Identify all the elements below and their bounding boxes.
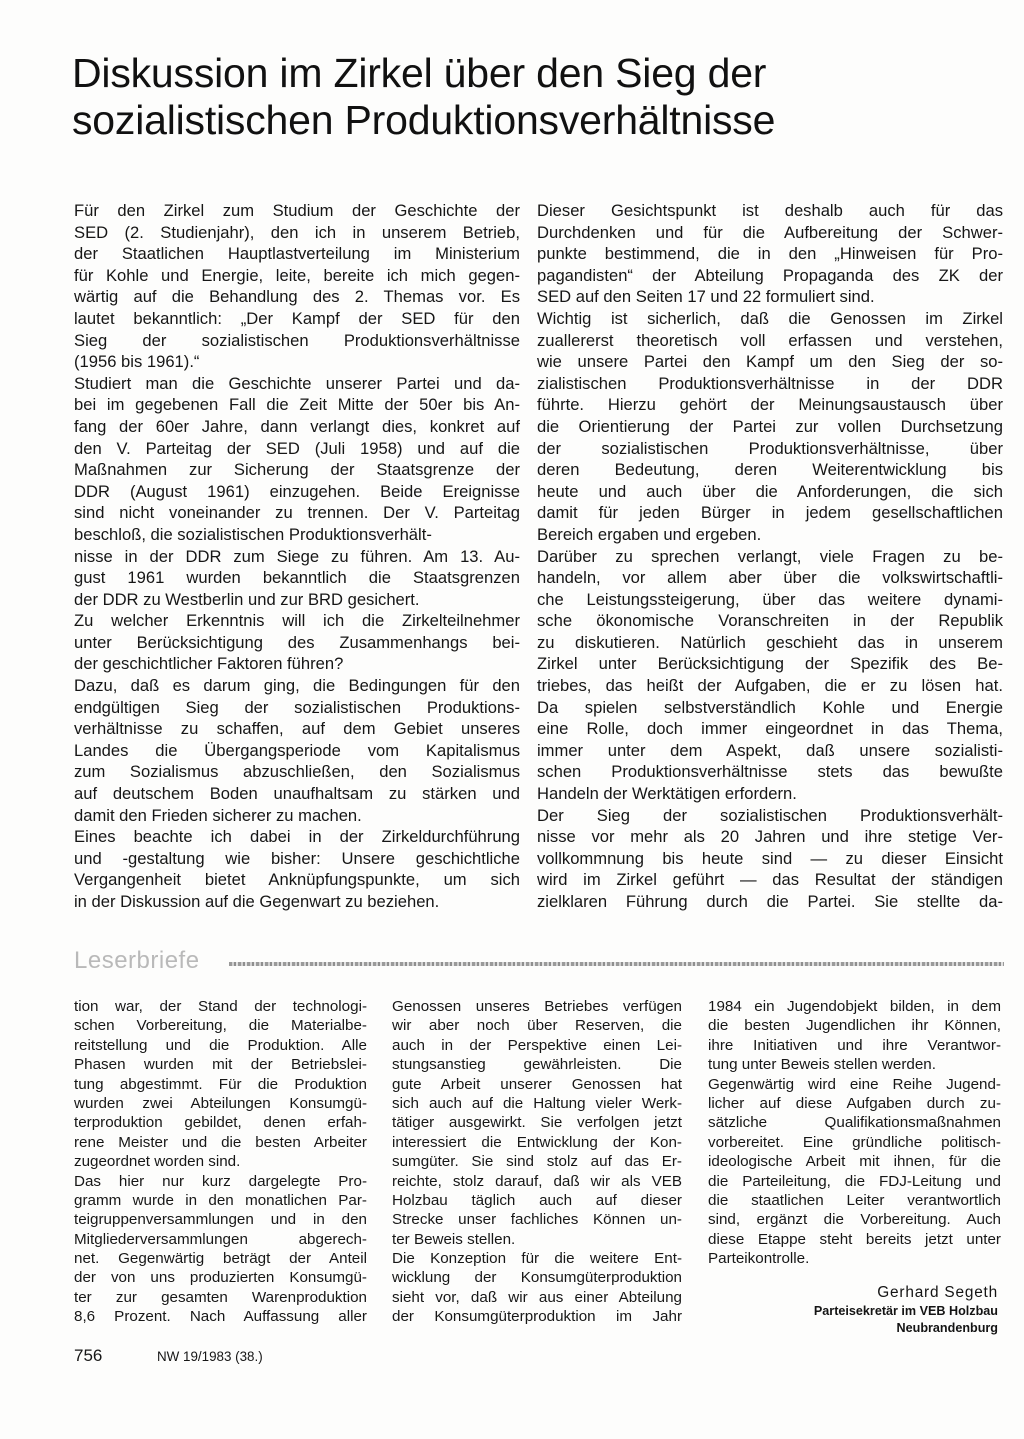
article-text-line: Studiert man die Geschichte unserer Partei und da- — [74, 373, 520, 393]
letter-text-line: Die Konzeption für die weitere Ent- — [392, 1250, 682, 1268]
letter-column-3 — [708, 997, 1001, 1268]
letter-text-line: der Konsumgüterproduktion im Jahr — [392, 1308, 682, 1326]
letter-text-line: tätiger ausgewirkt. Sie verfolgen jetzt — [392, 1114, 682, 1132]
letter-text-line: sieht vor, daß wir aus einer Abteilung — [392, 1288, 682, 1306]
article-text-line: zuallererst theoretisch voll erfassen und verstehen, — [537, 330, 1003, 350]
article-text-line: gust 1961 wurden bekanntlich die Staatsgrenzen — [74, 568, 520, 588]
article-text-line: die Orientierung der Partei zur vollen Durchsetzung — [537, 416, 1003, 436]
article-text-line: vollkommnung bis heute sind — zu dieser Einsicht — [537, 848, 1003, 868]
article-text-line: (1956 bis 1961).“ — [74, 352, 200, 372]
article-text-line: endgültigen Sieg der sozialistischen Produktions- — [74, 697, 520, 717]
article-column-left — [74, 200, 520, 913]
letter-text-line: tung unter Beweis stellen werden. — [708, 1056, 936, 1074]
article-text-line: Sieg der sozialistischen Produktionsverhältnisse — [74, 330, 520, 350]
author-role: Parteisekretär im VEB Holzbau — [813, 1304, 998, 1318]
article-text-line: pagandisten“ der Abteilung Propaganda des ZK der — [537, 265, 1003, 285]
article-text-line: in der Diskussion auf die Gegenwart zu beziehen. — [74, 892, 440, 911]
article-text-line: sind nicht voneinander zu trennen. Der V. Parteitag — [74, 503, 520, 523]
article-text-line: Vergangenheit bietet Anknüpfungspunkte, um sich — [74, 870, 520, 890]
letter-text-line: gute Arbeit unserer Genossen hat — [392, 1075, 682, 1093]
article-text-line: Zu welcher Erkenntnis will ich die Zirkelteilnehmer — [74, 611, 520, 631]
article-text-line: eine Rolle, doch immer eingeordnet in das Thema, — [537, 719, 1003, 739]
letter-text-line: sich auch auf die Haltung vieler Werk- — [392, 1094, 682, 1112]
article-text-line: punkte bestimmend, die in den „Hinweisen für Pro- — [537, 244, 1003, 264]
letter-text-line: sind, ergänzt die Vorbereitung. Auch — [708, 1211, 1001, 1229]
article-text-line: Dazu, daß es darum ging, die Bedingungen für den — [74, 676, 520, 696]
letter-text-line: vorbereitet. Eine gründliche politisch- — [708, 1133, 1001, 1151]
letter-text-line: Parteikontrolle. — [708, 1250, 810, 1268]
article-title-line: Diskussion im Zirkel über den Sieg der — [72, 50, 767, 96]
letter-text-line: reitstellung und die Produktion. Alle — [74, 1036, 367, 1054]
article-text-line: Da spielen selbstverständlich Kohle und Energie — [537, 697, 1003, 717]
letter-text-line: sumgüter. Sie sind stolz auf das Er- — [392, 1153, 682, 1171]
letter-text-line: schen Vorbereitung, die Materialbe- — [74, 1017, 367, 1035]
article-text-line: Bereich ergaben und ergeben. — [537, 524, 762, 544]
article-text-line: immer unter dem Aspekt, daß unsere sozialisti- — [537, 740, 1003, 760]
letter-text-line: wicklung der Konsumgüterproduktion — [392, 1269, 682, 1287]
article-text-line: fang der 60er Jahre, dann verlangt dies, konkret auf — [74, 416, 520, 436]
article-text-line: deren Bedeutung, deren Weiterentwicklung bis — [537, 460, 1003, 480]
article-text-line: für Kohle und Energie, leite, bereite ich mich gegen- — [74, 265, 520, 285]
letter-text-line: ter zur gesamten Warenproduktion — [74, 1288, 367, 1306]
article-text-line: SED (2. Studienjahr), den ich in unserem Betrieb, — [74, 222, 520, 242]
letter-text-line: tion war, der Stand der technologi- — [74, 998, 367, 1015]
letter-text-line: Holzbau täglich auch auf dieser — [392, 1191, 682, 1209]
article-text-line: der geschichtlicher Faktoren führen? — [74, 654, 344, 674]
article-text-line: che Leistungssteigerung, über das weitere dynami- — [537, 589, 1003, 609]
article-text-line: Eines beachte ich dabei in der Zirkeldurchführung — [74, 827, 520, 847]
article-text-line: zu diskutieren. Natürlich geschieht das in unserem — [537, 632, 1003, 652]
letter-signature — [708, 1283, 998, 1337]
article-text-line: führte. Hierzu gehört der Meinungsaustausch über — [537, 395, 1003, 415]
letter-text-line: Gegenwärtig wird eine Reihe Jugend- — [708, 1075, 1001, 1093]
section-header-leserbriefe — [74, 946, 1004, 976]
article-text-line: Wichtig ist sicherlich, daß die Genossen im Zirkel — [537, 308, 1003, 328]
letter-text-line: der von uns produzierten Konsumgü- — [74, 1269, 367, 1287]
article-text-line: Dieser Gesichtspunkt ist deshalb auch für das — [537, 201, 1003, 220]
article-text-line: lautet bekanntlich: „Der Kampf der SED für den — [74, 308, 520, 328]
article-text-line: Maßnahmen zur Sicherung der Staatsgrenze der — [74, 460, 520, 480]
article-text-line: Handeln der Werktätigen erfordern. — [537, 784, 797, 804]
article-text-line: der sozialistischen Produktionsverhältnisse, über — [537, 438, 1003, 458]
article-text-line: sche ökonomische Voranschreiten in der Republik — [537, 611, 1003, 631]
article-text-line: handeln, vor allem aber über die volkswirtschaftli- — [537, 568, 1003, 588]
letter-text-line: rene Meister und die besten Arbeiter — [74, 1133, 367, 1151]
letter-text-line: ter Beweis stellen. — [392, 1230, 516, 1248]
article-text-line: nisse vor mehr als 20 Jahren und ihre stetige Ver- — [537, 827, 1003, 847]
letter-text-line: die Parteileitung, die FDJ-Leitung und — [708, 1172, 1001, 1190]
article-text-line: wärtig auf die Behandlung des 2. Themas vor. Es — [74, 287, 520, 307]
article-title — [72, 50, 972, 144]
article-text-line: verhältnisse zu schaffen, auf dem Gebiet unseres — [74, 719, 520, 739]
article-text-line: damit den Frieden sicherer zu machen. — [74, 805, 362, 825]
letter-column-1 — [74, 997, 367, 1327]
article-text-line: zialistischen Produktionsverhältnisse in der DDR — [537, 373, 1003, 393]
article-text-line: Darüber zu sprechen verlangt, viele Fragen zu be- — [537, 546, 1003, 566]
section-label: Leserbriefe — [74, 947, 200, 974]
letter-text-line: Genossen unseres Betriebes verfügen — [392, 998, 682, 1015]
article-text-line: unter Berücksichtigung des Zusammenhangs bei- — [74, 632, 520, 652]
letter-text-line: tung abgestimmt. Für die Produktion — [74, 1075, 367, 1093]
letter-text-line: wir aber noch über Reserven, die — [392, 1017, 682, 1035]
article-text-line: nisse in der DDR zum Siege zu führen. Am 13. Au- — [74, 546, 520, 566]
letter-text-line: wurden zwei Abteilungen Konsumgü- — [74, 1094, 367, 1112]
article-text-line: DDR (August 1961) einzugehen. Beide Ereignisse — [74, 481, 520, 501]
letter-text-line: teigruppenversammlungen und in den — [74, 1211, 367, 1229]
section-divider-rule — [229, 962, 1004, 966]
article-text-line: SED auf den Seiten 17 und 22 formuliert sind. — [537, 287, 875, 307]
article-text-line: auf deutschem Boden unaufhaltsam zu stärken und — [74, 784, 520, 804]
letter-text-line: Das hier nur kurz dargelegte Pro- — [74, 1172, 367, 1190]
letter-text-line: gramm wurde in den monatlichen Par- — [74, 1191, 367, 1209]
letter-column-2 — [392, 997, 682, 1327]
article-text-line: beschloß, die sozialistischen Produktionsverhält- — [74, 524, 432, 544]
letter-text-line: reichte, stolz darauf, daß wir als VEB — [392, 1172, 682, 1190]
letter-text-line: Strecke unser fachliches Können un- — [392, 1211, 682, 1229]
letter-text-line: 8,6 Prozent. Nach Auffassung aller — [74, 1308, 367, 1326]
letter-text-line: ihre Initiativen und ihre Verantwor- — [708, 1036, 1001, 1054]
author-location: Neubrandenburg — [896, 1321, 998, 1335]
article-column-right — [537, 200, 1003, 913]
article-text-line: Für den Zirkel zum Studium der Geschichte der — [74, 201, 520, 220]
article-text-line: Durchdenken und für die Aufbereitung der Schwer- — [537, 222, 1003, 242]
letter-text-line: Phasen wurden mit der Betriebslei- — [74, 1056, 367, 1074]
letter-text-line: die besten Jugendlichen ihr Können, — [708, 1017, 1001, 1035]
article-text-line: Zirkel unter Berücksichtigung der Spezifik des Be- — [537, 654, 1003, 674]
article-text-line: wird im Zirkel geführt — das Resultat der ständigen — [537, 870, 1003, 890]
article-text-line: heute und auch über die Anforderungen, die sich — [537, 481, 1003, 501]
letter-text-line: 1984 ein Jugendobjekt bilden, in dem — [708, 998, 1001, 1015]
author-name: Gerhard Segeth — [877, 1284, 998, 1301]
letter-text-line: licher auf diese Aufgaben durch zu- — [708, 1094, 1001, 1112]
letter-text-line: stungsanstieg gewährleisten. Die — [392, 1056, 682, 1074]
letter-text-line: ideologische Arbeit mit ihnen, für die — [708, 1153, 1001, 1171]
article-text-line: bei im gegebenen Fall die Zeit Mitte der 50er bis An- — [74, 395, 520, 415]
article-text-line: zum Sozialismus abzuschließen, den Sozialismus — [74, 762, 520, 782]
article-text-line: der Staatlichen Hauptlastverteilung im Ministerium — [74, 244, 520, 264]
letter-text-line: zugeordnet worden sind. — [74, 1153, 241, 1171]
letter-text-line: Mitgliederversammlungen abgerech- — [74, 1230, 367, 1248]
article-text-line: Landes die Übergangsperiode vom Kapitalismus — [74, 740, 520, 760]
letter-text-line: terproduktion gebildet, denen erfah- — [74, 1114, 367, 1132]
page-number: 756 — [74, 1346, 103, 1365]
article-text-line: und -gestaltung wie bisher: Unsere geschichtliche — [74, 848, 520, 868]
article-text-line: schen Produktionsverhältnisse stets das bewußte — [537, 762, 1003, 782]
article-title-line: sozialistischen Produktionsverhältnisse — [72, 97, 776, 143]
letter-text-line: net. Gegenwärtig beträgt der Anteil — [74, 1250, 367, 1268]
letter-text-line: interessiert die Entwicklung der Kon- — [392, 1133, 682, 1151]
letter-text-line: sätzliche Qualifikationsmaßnahmen — [708, 1114, 1001, 1132]
letter-text-line: auch in der Perspektive einen Lei- — [392, 1036, 682, 1054]
article-text-line: wie unsere Partei den Kampf um den Sieg der so- — [537, 352, 1003, 372]
letter-text-line: die staatlichen Leiter verantwortlich — [708, 1191, 1001, 1209]
article-text-line: Der Sieg der sozialistischen Produktionsverhält- — [537, 805, 1003, 825]
article-text-line: den V. Parteitag der SED (Juli 1958) und auf die — [74, 438, 520, 458]
article-text-line: zielklaren Führung durch die Partei. Sie stellte da- — [537, 892, 1003, 911]
article-text-line: triebes, das heißt der Aufgaben, die er zu lösen hat. — [537, 676, 1003, 696]
article-text-line: damit für jeden Bürger in jedem gesellschaftlichen — [537, 503, 1003, 523]
article-text-line: der DDR zu Westberlin und zur BRD gesichert. — [74, 589, 420, 609]
letter-text-line: diese Etappe steht bereits jetzt unter — [708, 1230, 1001, 1248]
issue-reference: NW 19/1983 (38.) — [157, 1349, 263, 1364]
